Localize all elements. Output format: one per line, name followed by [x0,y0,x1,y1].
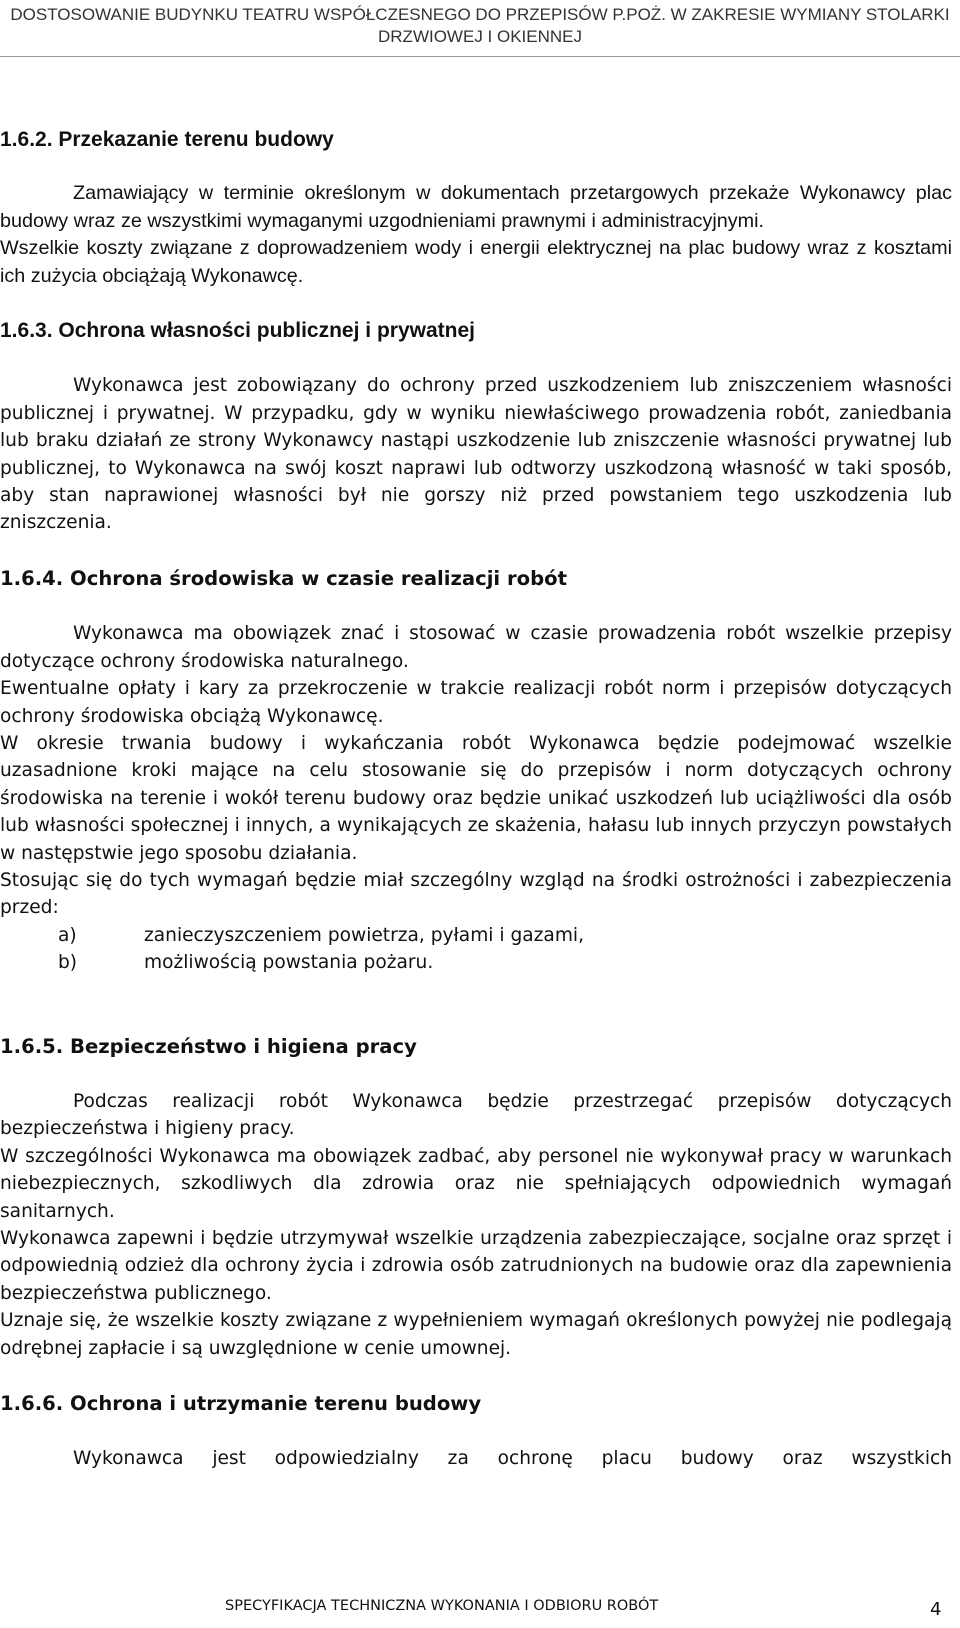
paragraph: W okresie trwania budowy i wykańczania robót Wykonawca będzie podejmować wszelkie uzasadnione kroki mające na celu stosowanie się do przepisów i norm dotyczących ochrony środowiska na terenie i wokół terenu budowy oraz będzie unikać uszkodzeń lub uciążliwości dla osób lub własności społecznej i innych, a wynikających ze skażenia, hałasu lub innych przyczyn powstałych w następstwie jego sposobu działania. [0,732,952,864]
section-title-1-6-5: 1.6.5. Bezpieczeństwo i higiena pracy [0,1034,417,1058]
list-text: zanieczyszczeniem powietrza, pyłami i gazami, [144,924,585,946]
page-number: 4 [930,1599,942,1620]
paragraph: Stosując się do tych wymagań będzie miał szczególny wzgląd na środki ostrożności i zabezpieczenia przed: [0,869,952,919]
paragraph: Ewentualne opłaty i kary za przekroczenie w trakcie realizacji robót norm i przepisów dotyczących ochrony środowiska obciążą Wykonawcę. [0,678,952,727]
paragraph: Wykonawca jest zobowiązany do ochrony przed uszkodzeniem lub zniszczeniem własności publicznej i prywatnej. W przypadku, gdy w wyniku niewłaściwego prowadzenia robót, zaniedbania lub braku działań ze strony Wykonawcy nastąpi uszkodzenie lub zniszczenie własności prywatnej lub publicznej, to Wykonawca na swój koszt naprawi lub odtworzy uszkodzoną własność w taki sposób, aby stan naprawionej własności był nie gorszy niż przed powstaniem tego uszkodzenia lub zniszczenia. [0,375,952,534]
header-line-1: DOSTOSOWANIE BUDYNKU TEATRU WSPÓŁCZESNEGO DO PRZEPISÓW P.POŻ. W ZAKRESIE WYMIANY STOLARKI [10,5,950,24]
list-marker: b) [58,952,78,974]
page-header [0,4,960,48]
footer-title: SPECYFIKACJA TECHNICZNA WYKONANIA I ODBIORU ROBÓT [225,1598,659,1614]
paragraph: Wykonawca ma obowiązek znać i stosować w czasie prowadzenia robót wszelkie przepisy dotyczące ochrony środowiska naturalnego. [0,623,952,672]
paragraph: Podczas realizacji robót Wykonawca będzie przestrzegać przepisów dotyczących bezpieczeństwa i higieny pracy. [0,1090,952,1140]
paragraph: Wykonawca jest odpowiedzialny za ochronę placu budowy oraz wszystkich [73,1448,952,1470]
paragraph: Zamawiający w terminie określonym w dokumentach przetargowych przekaże Wykonawcy plac budowy wraz ze wszystkimi wymaganymi uzgodnieniami prawnymi i administracyjnymi. [0,182,952,232]
section-title-1-6-3: 1.6.3. Ochrona własności publicznej i prywatnej [0,319,475,343]
paragraph: Wszelkie koszty związane z doprowadzeniem wody i energii elektrycznej na plac budowy wraz z kosztami ich zużycia obciążają Wykonawcę. [0,237,952,287]
section-title-1-6-4: 1.6.4. Ochrona środowiska w czasie realizacji robót [0,566,567,590]
list-item [0,922,952,949]
section-title-1-6-6: 1.6.6. Ochrona i utrzymanie terenu budowy [0,1392,482,1416]
document-body [0,126,952,1473]
header-line-2: DRZWIOWEJ I OKIENNEJ [378,27,582,46]
list-item [0,949,952,976]
section-title-1-6-2: 1.6.2. Przekazanie terenu budowy [0,128,334,151]
paragraph: Wykonawca zapewni i będzie utrzymywał wszelkie urządzenia zabezpieczające, socjalne oraz sprzęt i odpowiednią odzież dla ochrony życia i zdrowia osób zatrudnionych na budowie oraz dla zapewnienia bezpieczeństwa publicznego. [0,1228,952,1304]
list-text: możliwością powstania pożaru. [144,952,434,974]
header-divider [0,56,960,57]
paragraph: W szczególności Wykonawca ma obowiązek zadbać, aby personel nie wykonywał pracy w warunkach niebezpiecznych, szkodliwych dla zdrowia oraz nie spełniających odpowiednich wymagań sanitarnych. [0,1145,952,1222]
paragraph: Uznaje się, że wszelkie koszty związane z wypełnieniem wymagań określonych powyżej nie podlegają odrębnej zapłacie i są uwzględnione w cenie umownej. [0,1310,952,1359]
list-marker: a) [58,924,77,946]
